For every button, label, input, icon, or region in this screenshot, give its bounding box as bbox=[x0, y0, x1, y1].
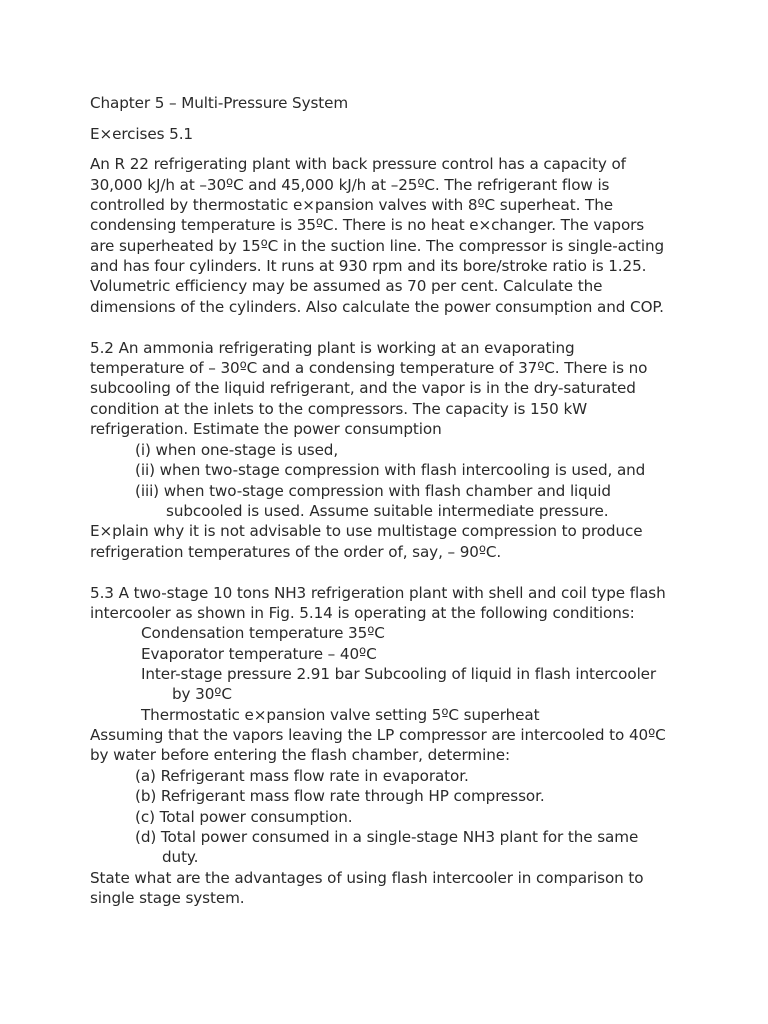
exercise-5-2-line: subcooling of the liquid refrigerant, and the vapor is in the dry-saturated bbox=[90, 379, 636, 397]
exercise-5-3-condition: Inter-stage pressure 2.91 bar Subcooling of liquid in flash intercooler bbox=[141, 665, 657, 683]
exercise-5-2-line: refrigeration temperatures of the order of, say, – 90ºC. bbox=[90, 543, 502, 561]
exercise-5-2-line: 5.2 An ammonia refrigerating plant is working at an evaporating bbox=[90, 339, 575, 357]
exercise-5-2-item: (i) when one-stage is used, bbox=[135, 441, 339, 459]
exercise-5-2-line: temperature of – 30ºC and a condensing temperature of 37ºC. There is no bbox=[90, 359, 648, 377]
exercise-5-3-line: intercooler as shown in Fig. 5.14 is operating at the following conditions: bbox=[90, 604, 635, 622]
exercise-5-3-line: State what are the advantages of using flash intercooler in comparison to bbox=[90, 869, 644, 887]
exercise-5-3-line: by water before entering the flash chamber, determine: bbox=[90, 746, 510, 764]
exercise-5-3-item: (d) Total power consumed in a single-stage NH3 plant for the same bbox=[135, 828, 639, 846]
exercise-5-2-line: condition at the inlets to the compressors. The capacity is 150 kW bbox=[90, 400, 588, 418]
exercise-5-2-item-continued: subcooled is used. Assume suitable intermediate pressure. bbox=[166, 502, 609, 520]
exercise-5-3-condition-continued: by 30ºC bbox=[172, 685, 232, 703]
exercise-5-1-line: condensing temperature is 35ºC. There is no heat e×changer. The vapors bbox=[90, 216, 645, 234]
exercise-5-2-line: refrigeration. Estimate the power consumption bbox=[90, 420, 442, 438]
exercise-5-1-line: controlled by thermostatic e×pansion valves with 8ºC superheat. The bbox=[90, 196, 613, 214]
exercise-5-3-item-continued: duty. bbox=[162, 848, 199, 866]
exercise-5-1-line: dimensions of the cylinders. Also calculate the power consumption and COP. bbox=[90, 298, 664, 316]
exercise-5-3-condition: Condensation temperature 35ºC bbox=[141, 624, 385, 642]
chapter-title: Chapter 5 – Multi-Pressure System bbox=[90, 94, 349, 112]
exercise-5-3-line: 5.3 A two-stage 10 tons NH3 refrigeration plant with shell and coil type flash bbox=[90, 584, 666, 602]
exercise-5-3-item: (c) Total power consumption. bbox=[135, 808, 353, 826]
exercise-5-2-item: (ii) when two-stage compression with flash intercooling is used, and bbox=[135, 461, 646, 479]
exercise-5-3-item: (a) Refrigerant mass flow rate in evaporator. bbox=[135, 767, 469, 785]
exercise-5-3-condition: Thermostatic e×pansion valve setting 5ºC superheat bbox=[141, 706, 540, 724]
exercises-heading: E×ercises 5.1 bbox=[90, 125, 193, 143]
exercise-5-3-line: Assuming that the vapors leaving the LP compressor are intercooled to 40ºC bbox=[90, 726, 666, 744]
exercise-5-1-line: are superheated by 15ºC in the suction line. The compressor is single-acting bbox=[90, 237, 665, 255]
exercise-5-1-line: and has four cylinders. It runs at 930 rpm and its bore/stroke ratio is 1.25. bbox=[90, 257, 647, 275]
exercise-5-1-line: An R 22 refrigerating plant with back pressure control has a capacity of bbox=[90, 155, 626, 173]
exercise-5-2-item: (iii) when two-stage compression with flash chamber and liquid bbox=[135, 482, 611, 500]
exercise-5-1-line: 30,000 kJ/h at –30ºC and 45,000 kJ/h at –25ºC. The refrigerant flow is bbox=[90, 176, 610, 194]
exercise-5-3-item: (b) Refrigerant mass flow rate through HP compressor. bbox=[135, 787, 545, 805]
exercise-5-1-line: Volumetric efficiency may be assumed as 70 per cent. Calculate the bbox=[90, 277, 603, 295]
exercise-5-3-condition: Evaporator temperature – 40ºC bbox=[141, 645, 377, 663]
exercise-5-2-line: E×plain why it is not advisable to use multistage compression to produce bbox=[90, 522, 643, 540]
exercise-5-3-line: single stage system. bbox=[90, 889, 245, 907]
